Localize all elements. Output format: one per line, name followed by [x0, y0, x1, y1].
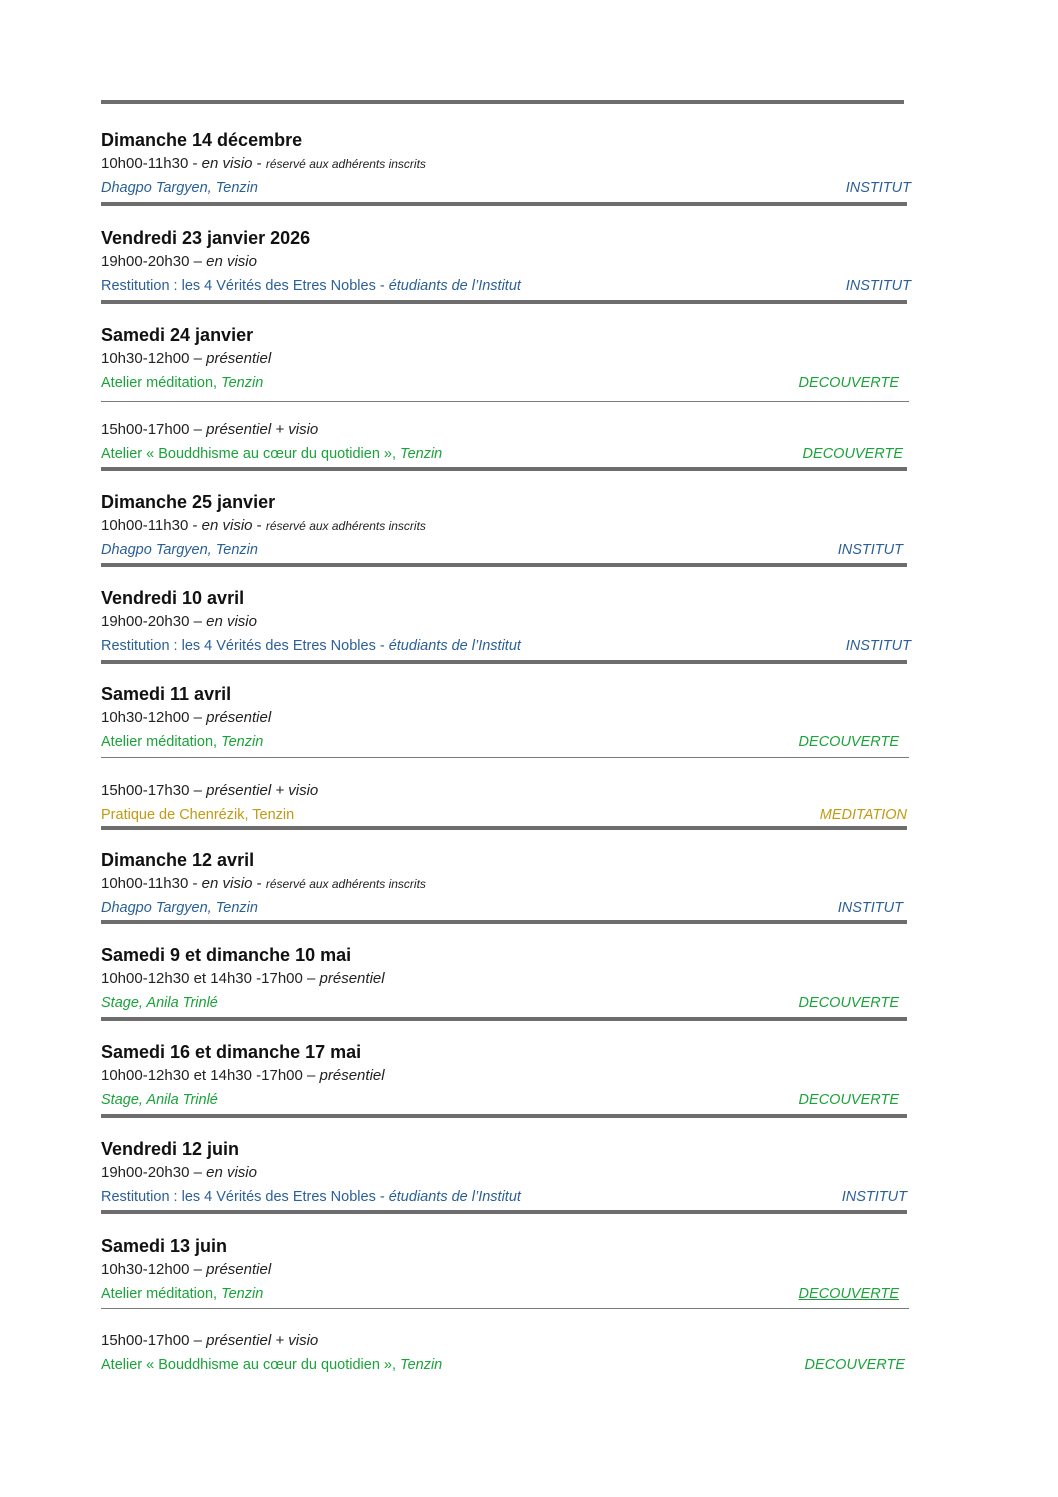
event-item	[101, 1137, 911, 1209]
category-label: DECOUVERTE	[798, 375, 899, 391]
event-description: Dhagpo Targyen, Tenzin INSTITUT	[101, 538, 911, 562]
event-divider	[101, 401, 909, 402]
category-label: DECOUVERTE	[798, 995, 899, 1011]
event-mode: présentiel	[206, 709, 272, 726]
category-label: DECOUVERTE	[798, 1092, 899, 1108]
event-time: 10h00-11h30 - en visio - réservé aux adhérents inscrits	[101, 517, 426, 534]
event-time: 10h00-12h30 et 14h30 -17h00 – présentiel	[101, 1067, 385, 1084]
event-item	[101, 779, 911, 827]
event-mode: présentiel	[206, 350, 272, 367]
event-item	[101, 418, 911, 466]
event-date: Samedi 16 et dimanche 17 mai	[101, 1042, 362, 1062]
event-time: 15h00-17h00 – présentiel + visio	[101, 1332, 319, 1349]
category-label: INSTITUT	[837, 900, 903, 916]
event-note: réservé aux adhérents inscrits	[265, 519, 426, 533]
event-date: Dimanche 25 janvier	[101, 492, 276, 512]
event-time: 10h30-12h00 – présentiel	[101, 350, 272, 367]
event-item	[101, 586, 911, 658]
event-time: 10h30-12h00 – présentiel	[101, 1261, 272, 1278]
event-item	[101, 1040, 911, 1112]
event-item	[101, 323, 911, 395]
event-item	[101, 943, 911, 1015]
category-label: DECOUVERTE	[798, 734, 899, 750]
event-divider	[101, 826, 907, 830]
event-divider	[101, 300, 907, 304]
event-description: Dhagpo Targyen, Tenzin INSTITUT	[101, 896, 911, 920]
event-divider	[101, 660, 907, 664]
event-divider	[101, 467, 907, 471]
event-note: réservé aux adhérents inscrits	[265, 877, 426, 891]
event-mode: en visio	[206, 253, 257, 270]
category-label: DECOUVERTE	[802, 446, 903, 462]
event-divider	[101, 1017, 907, 1021]
event-description: Restitution : les 4 Vérités des Etres Nobles - étudiants de l’Institut INSTITUT	[101, 634, 911, 658]
category-label: INSTITUT	[845, 180, 911, 196]
event-description: Restitution : les 4 Vérités des Etres Nobles - étudiants de l’Institut INSTITUT	[101, 274, 911, 298]
event-divider	[101, 920, 907, 924]
event-time: 19h00-20h30 – en visio	[101, 253, 257, 270]
event-item	[101, 1329, 911, 1377]
event-item	[101, 128, 911, 200]
event-description: Atelier « Bouddhisme au cœur du quotidien », Tenzin DECOUVERTE	[101, 1353, 911, 1377]
event-time: 15h00-17h30 – présentiel + visio	[101, 782, 319, 799]
event-date: Samedi 24 janvier	[101, 325, 254, 345]
category-label: INSTITUT	[845, 638, 911, 654]
event-divider	[101, 757, 909, 758]
event-mode: présentiel + visio	[206, 421, 319, 438]
category-label: MEDITATION	[819, 807, 907, 823]
event-date: Dimanche 12 avril	[101, 850, 255, 870]
event-divider	[101, 1308, 909, 1309]
event-description: Dhagpo Targyen, Tenzin INSTITUT	[101, 176, 911, 200]
event-description: Stage, Anila Trinlé DECOUVERTE	[101, 991, 911, 1015]
event-time: 10h00-12h30 et 14h30 -17h00 – présentiel	[101, 970, 385, 987]
event-description: Restitution : les 4 Vérités des Etres Nobles - étudiants de l’Institut INSTITUT	[101, 1185, 911, 1209]
event-item	[101, 682, 911, 754]
event-mode: en visio	[201, 875, 253, 892]
event-mode: présentiel + visio	[206, 782, 319, 799]
event-item	[101, 490, 911, 562]
event-mode: présentiel	[319, 1067, 385, 1084]
event-time: 10h00-11h30 - en visio - réservé aux adhérents inscrits	[101, 155, 426, 172]
event-date: Vendredi 12 juin	[101, 1139, 240, 1159]
event-time: 19h00-20h30 – en visio	[101, 1164, 257, 1181]
category-label: DECOUVERTE	[798, 1286, 899, 1302]
event-date: Vendredi 10 avril	[101, 588, 245, 608]
event-date: Samedi 9 et dimanche 10 mai	[101, 945, 352, 965]
event-mode: en visio	[201, 155, 253, 172]
top-divider	[101, 100, 904, 104]
event-mode: en visio	[201, 517, 253, 534]
event-description: Atelier méditation, Tenzin DECOUVERTE	[101, 1282, 911, 1306]
category-label: INSTITUT	[837, 542, 903, 558]
event-description: Atelier méditation, Tenzin DECOUVERTE	[101, 371, 911, 395]
event-date: Samedi 13 juin	[101, 1236, 228, 1256]
event-date: Vendredi 23 janvier 2026	[101, 228, 311, 248]
event-divider	[101, 1114, 907, 1118]
category-label: INSTITUT	[845, 278, 911, 294]
event-divider	[101, 563, 907, 567]
event-mode: en visio	[206, 1164, 257, 1181]
event-description: Atelier « Bouddhisme au cœur du quotidien », Tenzin DECOUVERTE	[101, 442, 911, 466]
event-note: réservé aux adhérents inscrits	[265, 157, 426, 171]
event-mode: en visio	[206, 613, 257, 630]
event-time: 15h00-17h00 – présentiel + visio	[101, 421, 319, 438]
category-label: DECOUVERTE	[804, 1357, 905, 1373]
event-description: Stage, Anila Trinlé DECOUVERTE	[101, 1088, 911, 1112]
event-item	[101, 1234, 911, 1306]
event-divider	[101, 1210, 907, 1214]
event-mode: présentiel	[319, 970, 385, 987]
event-mode: présentiel + visio	[206, 1332, 319, 1349]
event-divider	[101, 202, 907, 206]
event-time: 10h30-12h00 – présentiel	[101, 709, 272, 726]
event-item	[101, 848, 911, 920]
category-label: INSTITUT	[841, 1189, 907, 1205]
event-description: Pratique de Chenrézik, Tenzin MEDITATION	[101, 803, 911, 827]
event-time: 19h00-20h30 – en visio	[101, 613, 257, 630]
event-item	[101, 226, 911, 298]
event-description: Atelier méditation, Tenzin DECOUVERTE	[101, 730, 911, 754]
event-mode: présentiel	[206, 1261, 272, 1278]
event-time: 10h00-11h30 - en visio - réservé aux adhérents inscrits	[101, 875, 426, 892]
event-date: Samedi 11 avril	[101, 684, 232, 704]
event-date: Dimanche 14 décembre	[101, 130, 303, 150]
